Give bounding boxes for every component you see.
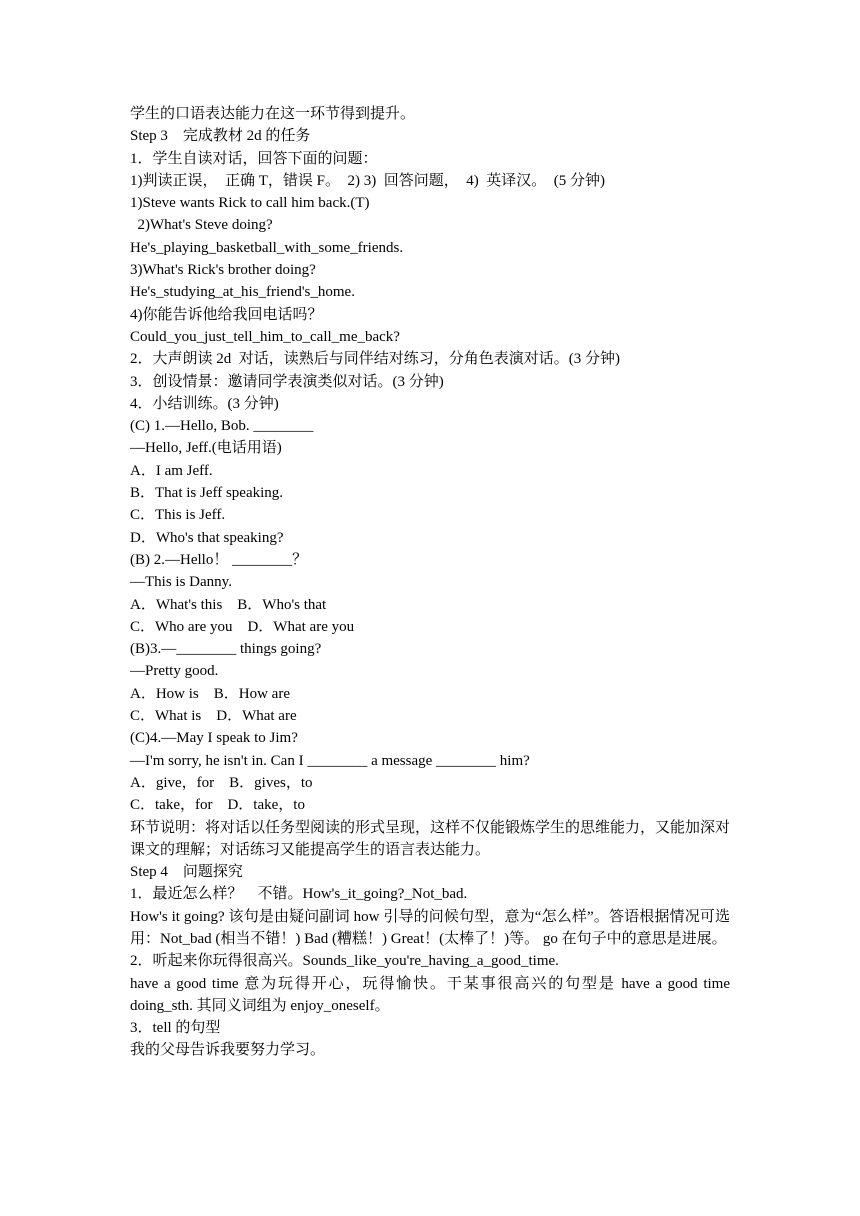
text-line: 3．tell 的句型 bbox=[130, 1020, 221, 1037]
option-line: A．give，for B．gives，to bbox=[130, 774, 313, 791]
text-line: 学生的口语表达能力在这一环节得到提升。 bbox=[130, 106, 416, 122]
section-note-paragraph: 环节说明：将对话以任务型阅读的形式呈现，这样不仅能锻炼学生的思维能力，又能加深对课文的理解；对话练习又能提高学生的语言表达能力。 bbox=[130, 819, 731, 858]
step-heading: Step 3 完成教材 2d 的任务 bbox=[130, 128, 311, 145]
text-line: 1．学生自读对话，回答下面的问题： bbox=[130, 150, 378, 167]
explanation-paragraph: How's it going? 该句是由疑问副词 how 引导的问候句型，意为“怎么样”。答语根据情况可选用：Not_bad (相当不错！) Bad (糟糕！) Great！(太棒了！)等。 go 在句子中的意思是进展。 bbox=[130, 908, 730, 947]
text-line: 3．创设情景：邀请同学表演类似对话。(3 分钟) bbox=[130, 373, 444, 390]
text-line: He's_studying_at_his_friend's_home. bbox=[130, 284, 355, 301]
document-page bbox=[130, 103, 730, 1062]
option-line: B．That is Jeff speaking. bbox=[130, 485, 284, 502]
step-heading: Step 4 问题探究 bbox=[130, 864, 243, 881]
question-line: (B)3.—________ things going? bbox=[130, 641, 322, 658]
option-line: C．take，for D．take，to bbox=[130, 797, 305, 814]
option-line: A．What's this B．Who's that bbox=[130, 596, 327, 613]
text-line: Could_you_just_tell_him_to_call_me_back? bbox=[130, 328, 400, 345]
text-line: —I'm sorry, he isn't in. Can I ________ a message ________ him? bbox=[130, 752, 530, 769]
text-line: 4)你能告诉他给我回电话吗？ bbox=[130, 306, 323, 323]
text-line: 2．大声朗读 2d 对话，读熟后与同伴结对练习，分角色表演对话。(3 分钟) bbox=[130, 351, 620, 368]
text-line: —Pretty good. bbox=[130, 663, 219, 680]
text-line: 1)判读正误， 正确 T，错误 F。 2) 3) 回答问题， 4) 英译汉。 (5 分钟) bbox=[130, 172, 605, 189]
option-line: D．Who's that speaking? bbox=[130, 529, 284, 546]
text-line: —Hello, Jeff.(电话用语) bbox=[130, 440, 282, 457]
text-line: 3)What's Rick's brother doing? bbox=[130, 262, 316, 279]
question-line: (C) 1.—Hello, Bob. ________ bbox=[130, 418, 314, 435]
text-line: 1．最近怎么样？ 不错。How's_it_going?_Not_bad. bbox=[130, 886, 468, 903]
text-line: 4．小结训练。(3 分钟) bbox=[130, 395, 279, 412]
option-line: C．Who are you D．What are you bbox=[130, 618, 355, 635]
option-line: A．How is B．How are bbox=[130, 685, 290, 702]
option-line: C．This is Jeff. bbox=[130, 507, 226, 524]
text-line: —This is Danny. bbox=[130, 574, 232, 591]
text-line: 1)Steve wants Rick to call him back.(T) bbox=[130, 195, 370, 212]
text-line: 2．听起来你玩得很高兴。Sounds_like_you're_having_a_good_time. bbox=[130, 953, 559, 970]
text-line: 我的父母告诉我要努力学习。 bbox=[130, 1042, 326, 1059]
option-line: A．I am Jeff. bbox=[130, 462, 213, 479]
option-line: C．What is D．What are bbox=[130, 708, 297, 725]
text-line: 2)What's Steve doing? bbox=[130, 217, 273, 234]
explanation-paragraph: have a good time 意为玩得开心，玩得愉快。干某事很高兴的句型是 have a good time doing_sth. 其同义词组为 enjoy_oneself。 bbox=[130, 975, 730, 1014]
question-line: (C)4.—May I speak to Jim? bbox=[130, 730, 298, 747]
text-line: He's_playing_basketball_with_some_friends. bbox=[130, 239, 404, 256]
question-line: (B) 2.—Hello！ ________？ bbox=[130, 551, 308, 568]
